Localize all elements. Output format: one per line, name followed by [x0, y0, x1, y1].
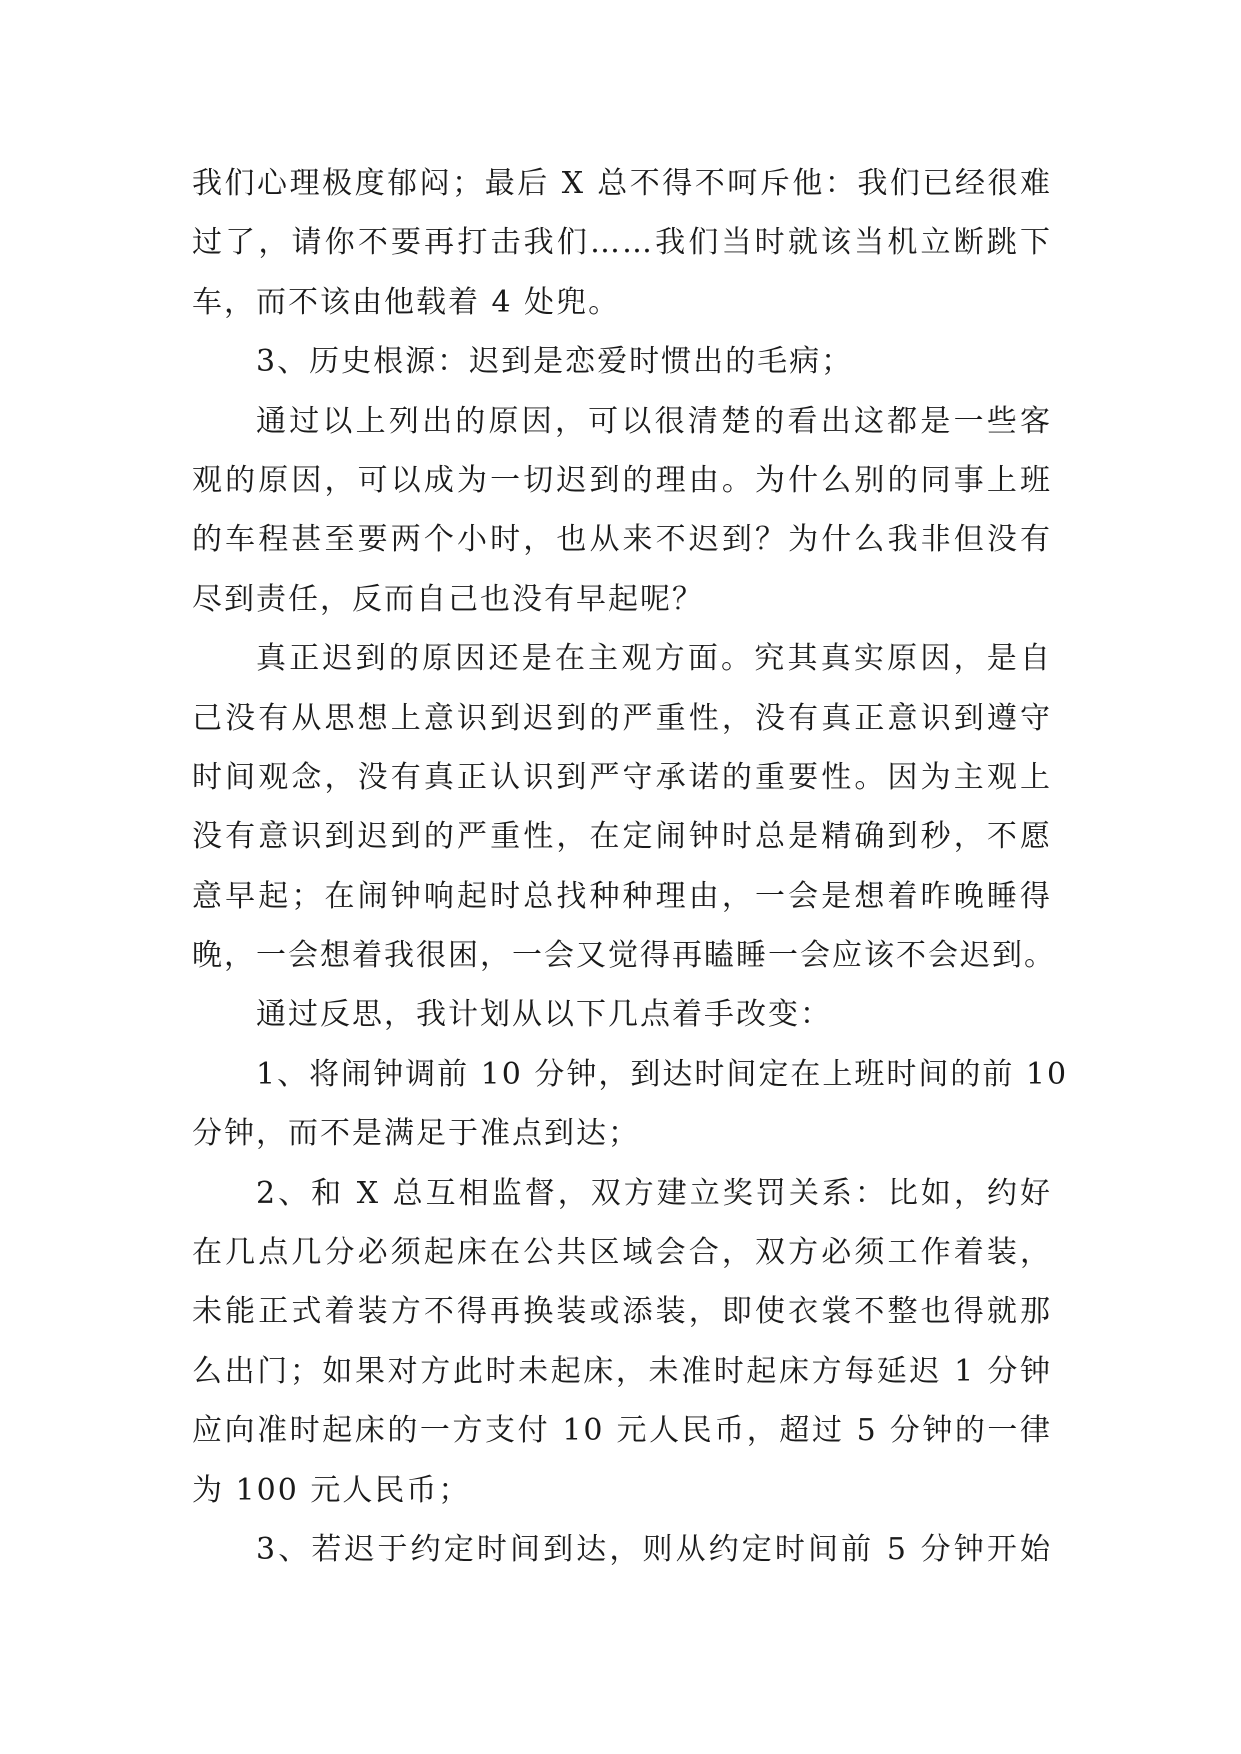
text-line: 过了，请你不要再打击我们……我们当时就该当机立断跳下 — [192, 225, 1052, 261]
text-line: 意早起；在闹钟响起时总找种种理由，一会是想着昨晚睡得 — [192, 878, 1052, 914]
text-line: 1、将闹钟调前 10 分钟，到达时间定在上班时间的前 10 — [256, 1056, 1069, 1092]
text-line: 尽到责任，反而自己也没有早起呢？ — [192, 581, 704, 617]
text-line: 己没有从思想上意识到迟到的严重性，没有真正意识到遵守 — [192, 700, 1052, 736]
text-line: 通过以上列出的原因，可以很清楚的看出这都是一些客 — [256, 403, 1052, 439]
text-line: 为 100 元人民币； — [192, 1472, 471, 1508]
text-line: 真正迟到的原因还是在主观方面。究其真实原因，是自 — [256, 641, 1052, 677]
text-line: 晚，一会想着我很困，一会又觉得再瞌睡一会应该不会迟到。 — [192, 938, 1056, 974]
text-line: 应向准时起床的一方支付 10 元人民币，超过 5 分钟的一律 — [192, 1413, 1052, 1449]
text-line: 2、和 X 总互相监督，双方建立奖罚关系：比如，约好 — [256, 1175, 1052, 1211]
text-line: 3、历史根源：迟到是恋爱时惯出的毛病； — [256, 344, 854, 380]
text-line: 在几点几分必须起床在公共区域会合，双方必须工作着装， — [192, 1235, 1052, 1271]
document-body — [192, 154, 1069, 1579]
text-line: 我们心理极度郁闷；最后 X 总不得不呵斥他：我们已经很难 — [192, 166, 1052, 201]
text-line: 未能正式着装方不得再换装或添装，即使衣裳不整也得就那 — [192, 1294, 1052, 1330]
text-line: 没有意识到迟到的严重性，在定闹钟时总是精确到秒，不愿 — [192, 819, 1052, 855]
text-line: 车，而不该由他载着 4 处兜。 — [192, 284, 621, 320]
text-line: 3、若迟于约定时间到达，则从约定时间前 5 分钟开始 — [256, 1531, 1052, 1567]
text-line: 分钟，而不是满足于准点到达； — [192, 1116, 640, 1152]
text-line: 通过反思，我计划从以下几点着手改变： — [256, 997, 832, 1033]
text-line: 么出门；如果对方此时未起床，未准时起床方每延迟 1 分钟 — [192, 1353, 1052, 1389]
text-line: 的车程甚至要两个小时，也从来不迟到？为什么我非但没有 — [192, 522, 1052, 558]
text-line: 时间观念，没有真正认识到严守承诺的重要性。因为主观上 — [192, 759, 1052, 795]
text-line: 观的原因，可以成为一切迟到的理由。为什么别的同事上班 — [192, 462, 1052, 498]
